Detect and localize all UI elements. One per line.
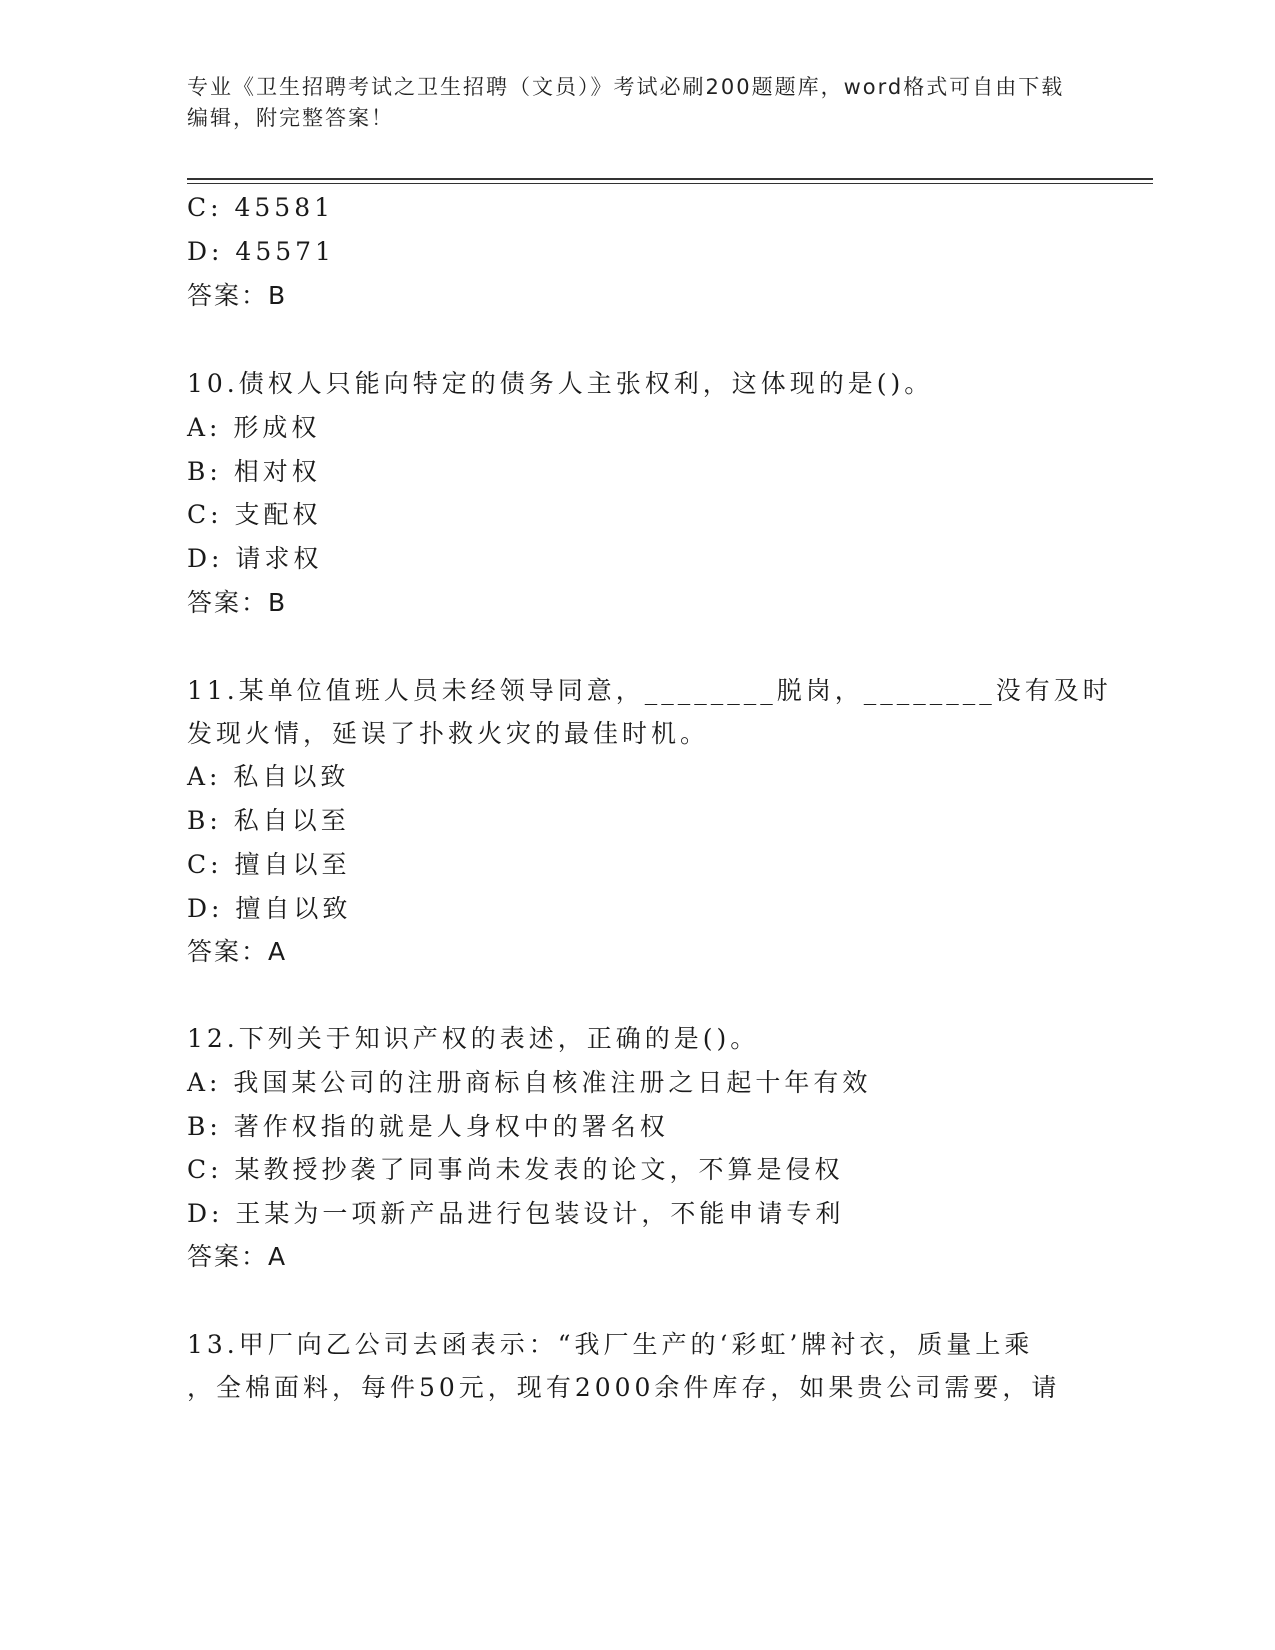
q10-option-c: C: 支配权 (187, 500, 322, 529)
q12-option-b: B: 著作权指的就是人身权中的署名权 (187, 1112, 669, 1141)
q9-option-c: C: 45581 (187, 193, 335, 222)
q10-stem: 10.债权人只能向特定的债务人主张权利，这体现的是()。 (187, 369, 934, 398)
q11-answer: 答案：A (187, 937, 288, 966)
q13-stem-line2: ，全棉面料，每件50元，现有2000余件库存，如果贵公司需要，请 (187, 1373, 1061, 1402)
q9-answer: 答案：B (187, 281, 288, 310)
q11-stem-line1: 11.某单位值班人员未经领导同意，________脱岗，________没有及时 (187, 676, 1112, 705)
q11-option-d: D: 擅自以致 (187, 894, 352, 923)
q9-option-d: D: 45571 (187, 237, 335, 266)
q12-stem: 12.下列关于知识产权的表述，正确的是()。 (187, 1024, 760, 1053)
q11-stem-line2: 发现火情，延误了扑救火灾的最佳时机。 (187, 719, 710, 748)
q10-answer: 答案：B (187, 588, 288, 617)
q10-option-d: D: 请求权 (187, 544, 323, 573)
document-header: 专业《卫生招聘考试之卫生招聘（文员）》考试必刷200题题库，word格式可自由下载编辑，附完整答案！ (187, 75, 1065, 130)
q12-option-c: C: 某教授抄袭了同事尚未发表的论文，不算是侵权 (187, 1155, 844, 1184)
q11-option-a: A: 私自以致 (187, 762, 350, 791)
header-divider-thick (187, 178, 1153, 180)
q13-stem-line1: 13.甲厂向乙公司去函表示：“我厂生产的‘彩虹’牌衬衣，质量上乘 (187, 1330, 1034, 1359)
header-divider-thin (187, 183, 1153, 184)
q11-option-b: B: 私自以至 (187, 806, 350, 835)
q10-option-b: B: 相对权 (187, 457, 321, 486)
q12-option-a: A: 我国某公司的注册商标自核准注册之日起十年有效 (187, 1068, 872, 1097)
q10-option-a: A: 形成权 (187, 413, 321, 442)
q11-option-c: C: 擅自以至 (187, 850, 351, 879)
q12-option-d: D: 王某为一项新产品进行包装设计，不能申请专利 (187, 1199, 845, 1228)
q12-answer: 答案：A (187, 1242, 288, 1271)
